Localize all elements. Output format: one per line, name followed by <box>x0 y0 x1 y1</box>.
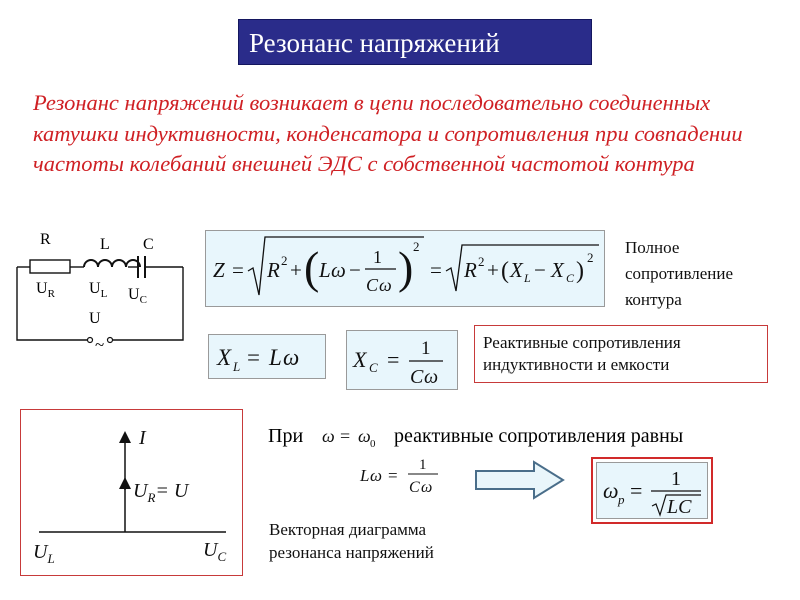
resonance-suffix: реактивные сопротивления равны <box>394 425 684 447</box>
svg-text:ω: ω <box>603 478 619 503</box>
svg-text:C: C <box>566 271 575 285</box>
svg-text:1: 1 <box>373 247 382 267</box>
reactance-note-box <box>474 325 768 383</box>
label-I: I <box>139 427 146 449</box>
svg-text:X: X <box>217 345 232 370</box>
svg-text:p: p <box>618 492 625 507</box>
impedance-formula-box <box>205 230 605 307</box>
impedance-formula <box>206 231 604 306</box>
omega-condition <box>318 425 398 453</box>
svg-text:L: L <box>319 258 331 282</box>
svg-text:C: C <box>369 360 378 375</box>
svg-text:ω: ω <box>370 466 383 485</box>
svg-text:ω: ω <box>331 258 346 282</box>
reactance-note-line-1: Реактивные сопротивления <box>483 333 681 352</box>
svg-text:C: C <box>366 275 379 295</box>
vector-diagram <box>21 410 241 574</box>
svg-text:−: − <box>534 258 546 282</box>
inductor-symbol <box>84 260 140 267</box>
svg-text:=: = <box>430 258 442 282</box>
svg-text:): ) <box>576 258 584 284</box>
svg-text:(: ( <box>304 242 320 293</box>
resonance-equality <box>356 452 446 502</box>
label-UL: $U_L$ <box>33 541 55 566</box>
label-UR: $U_R$ <box>36 280 55 300</box>
svg-text:LC: LC <box>667 496 692 518</box>
svg-text:1: 1 <box>421 338 431 359</box>
circuit-wire-left <box>17 267 88 340</box>
svg-text:): ) <box>398 242 414 293</box>
svg-text:ω: ω <box>283 345 300 370</box>
xc-formula-box <box>346 330 458 390</box>
svg-text:ω: ω <box>358 426 371 446</box>
svg-text:ω: ω <box>322 426 335 446</box>
svg-text:Z: Z <box>213 258 225 282</box>
resistor-symbol <box>30 260 70 273</box>
diagram-caption <box>269 518 489 564</box>
vector-diagram-box <box>20 409 243 576</box>
svg-text:1: 1 <box>419 457 427 473</box>
label-UC: $U_C$ <box>203 539 227 564</box>
slide-title: Резонанс напряжений <box>238 19 592 65</box>
intro-paragraph: Резонанс напряжений возникает в цепи последовательно соединенных катушки индуктивности, конденсатора и сопротивления при совпадении частоты колебаний внешней ЭДС с собственной частотой контура <box>33 90 743 176</box>
xc-formula <box>347 331 457 389</box>
svg-text:=: = <box>387 347 400 372</box>
svg-text:=: = <box>630 478 643 503</box>
svg-text:L: L <box>269 345 282 370</box>
label-UR-eq: $U_R= U$ <box>133 480 189 505</box>
xl-formula <box>209 335 325 378</box>
svg-text:1: 1 <box>671 468 681 490</box>
resonance-prefix: При <box>268 425 304 447</box>
svg-text:=: = <box>340 426 351 446</box>
label-R: R <box>40 231 51 248</box>
svg-text:=: = <box>247 345 260 370</box>
svg-text:R: R <box>464 258 477 282</box>
svg-text:L: L <box>233 359 241 374</box>
svg-text:2: 2 <box>478 254 485 269</box>
svg-text:R: R <box>267 258 280 282</box>
impedance-note <box>625 235 775 313</box>
svg-text:(: ( <box>501 258 509 284</box>
svg-text:2: 2 <box>413 239 420 254</box>
resonance-frequency-box <box>591 457 713 524</box>
svg-text:X: X <box>353 347 367 372</box>
ac-source-icon: ~ <box>95 335 105 354</box>
svg-text:L: L <box>360 466 370 485</box>
svg-text:X: X <box>551 258 564 282</box>
svg-text:X: X <box>510 258 523 282</box>
right-arrow-icon <box>474 460 566 500</box>
resonance-condition-row <box>268 425 738 453</box>
label-C: C <box>143 236 154 253</box>
svg-text:2: 2 <box>587 250 594 265</box>
svg-text:2: 2 <box>281 253 288 268</box>
label-U: U <box>89 310 101 327</box>
resonance-frequency-inner <box>596 462 708 519</box>
xl-formula-box <box>208 334 326 379</box>
series-rlc-circuit <box>10 225 195 355</box>
diagram-caption-line-1: Векторная диаграмма <box>269 520 427 539</box>
terminal-left <box>88 338 93 343</box>
impedance-note-line-2: сопротивление <box>625 264 734 283</box>
impedance-note-line-3: контура <box>625 290 682 309</box>
svg-text:C: C <box>410 366 424 388</box>
svg-text:0: 0 <box>370 438 376 450</box>
svg-text:+: + <box>290 258 302 282</box>
diagram-caption-line-2: резонанса напряжений <box>269 543 434 562</box>
resonance-frequency-formula <box>597 463 707 518</box>
svg-text:ω: ω <box>379 275 392 295</box>
svg-text:ω: ω <box>421 479 433 496</box>
svg-text:=: = <box>232 258 244 282</box>
svg-text:ω: ω <box>424 366 439 388</box>
impedance-note-line-1: Полное <box>625 238 680 257</box>
terminal-right <box>108 338 113 343</box>
svg-text:=: = <box>388 466 398 485</box>
reactance-note-line-2: индуктивности и емкости <box>483 355 670 374</box>
label-UC: $U_C$ <box>128 286 147 306</box>
label-L: L <box>100 236 110 253</box>
circuit-wire-right <box>112 267 183 340</box>
label-UL: $U_L$ <box>89 280 108 300</box>
svg-text:L: L <box>524 271 531 285</box>
svg-text:−: − <box>349 258 361 282</box>
svg-text:C: C <box>409 479 420 496</box>
svg-text:+: + <box>487 258 499 282</box>
